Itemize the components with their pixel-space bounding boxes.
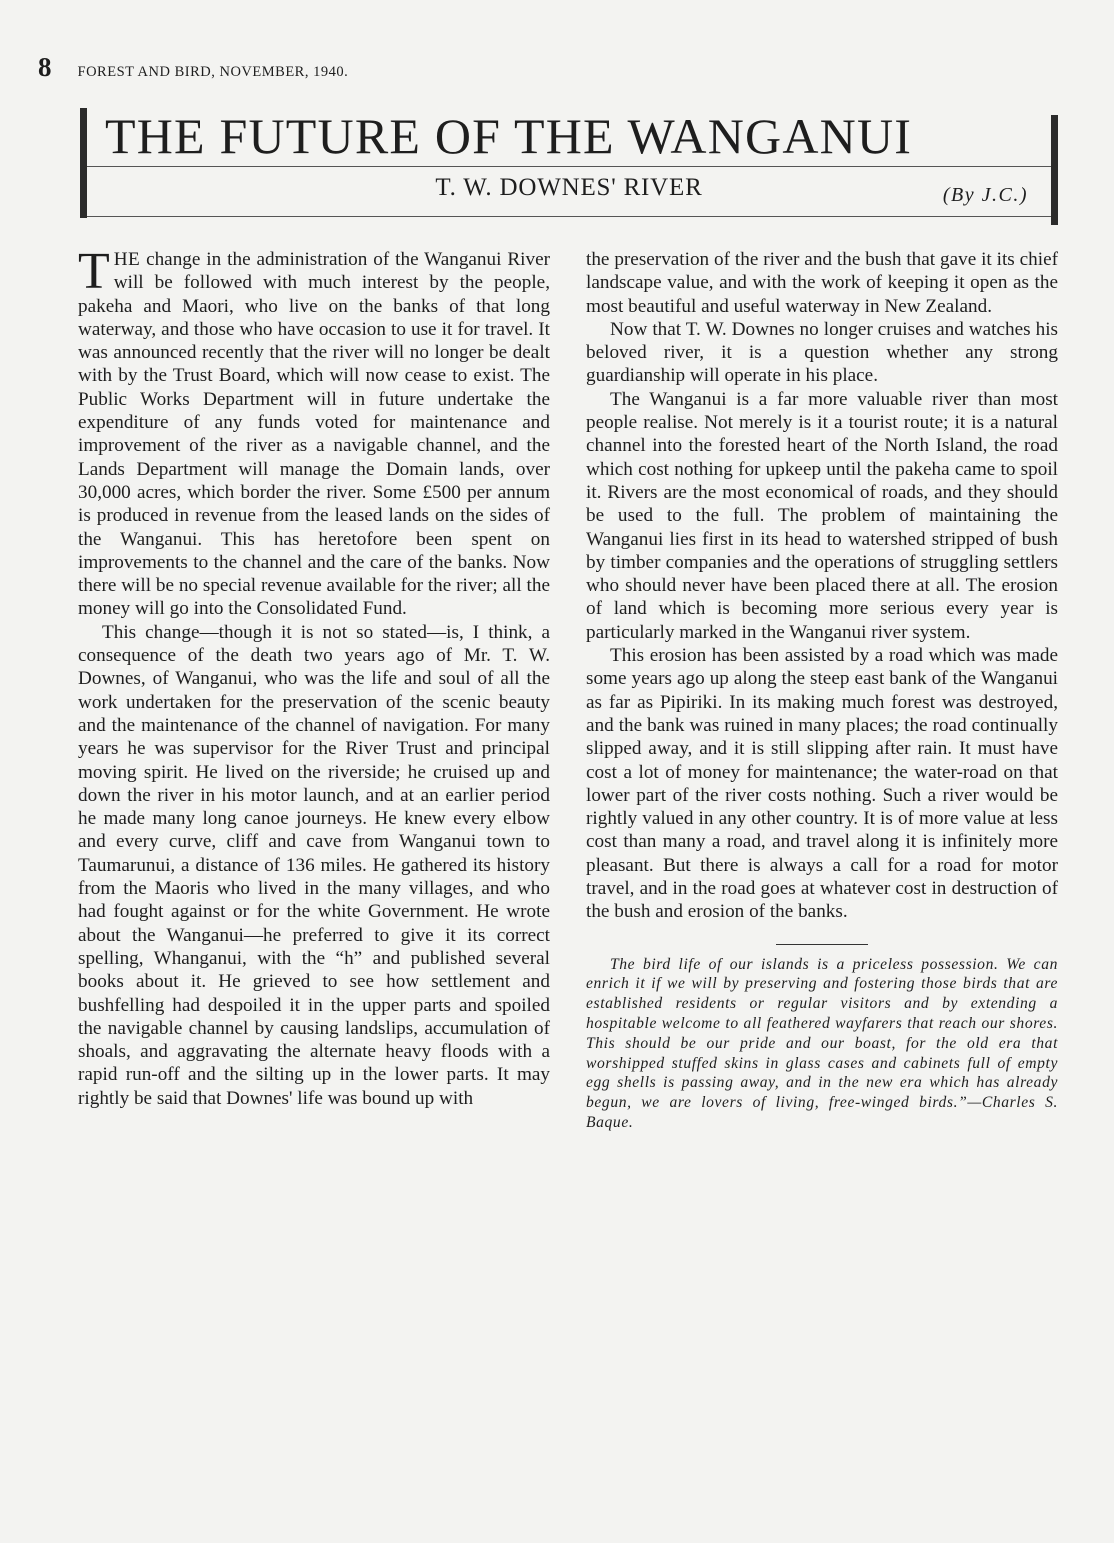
- title-frame: [80, 108, 1058, 220]
- bird-life-quote: The bird life of our islands is a priceless possession. We can enrich it if we will by preserving and fostering those birds that are established residents or regular visitors and by extending a hospitable welcome to all feathered wayfarers that reach our shores. This should be our pride and our boast, for the old era that worshipped stuffed skins in glass cases and cabinets full of empty egg shells is passing away, and in the new era which has already begun, we are lovers of living, free-winged birds.”—Charles S. Baque.: [586, 955, 1058, 1131]
- publication-line: FOREST AND BIRD, NOVEMBER, 1940.: [77, 64, 349, 80]
- paragraph: The Wanganui is a far more valuable river than most people realise. Not merely is it a tourist route; it is a natural channel into the forested heart of the North Island, the road which cost nothing for upkeep until the pakeha came to spoil it. Rivers are the most economical of roads, and they should be used to the full. The problem of maintaining the Wanganui lies first in its head to watershed stripped of bush by timber companies and the operations of struggling settlers who should never have been placed there at all. The erosion of land which is becoming more serious every year is particularly marked in the Wanganui river system.: [586, 388, 1058, 643]
- left-column: [78, 243, 550, 1110]
- paragraph: This erosion has been assisted by a road which was made some years ago up along the steep east bank of the Wanganui as far as Pipiriki. In its making much forest was destroyed, and the bank was ruined in many places; the road continually slipped away, and it is still slipping after rain. It must have cost a lot of money for maintenance; the water-road on that lower part of the river costs nothing. Such a river would be rightly valued in any other country. It is of more value at less cost than many a road, and travel along it is infinitely more pleasant. But there is always a call for a road for motor travel, and in the road goes at whatever cost in destruction of the bush and erosion of the banks.: [586, 645, 1058, 923]
- page-number: 8: [38, 52, 52, 82]
- paragraph: the preservation of the river and the bush that gave it its chief landscape value, and with the work of keeping it open as the most beautiful and useful waterway in New Zealand.: [586, 249, 1058, 317]
- subtitle-rule: [87, 216, 1051, 217]
- paragraph-text: change in the administration of the Wanganui River will be followed with much interest by the people, pakeha and Maori, who live on the banks of that long waterway, and those who have occasion to use it for travel. It was announced recently that the river will no longer be dealt with by the Trust Board, which will now cease to exist. The Public Works Department will in future undertake the expenditure of any funds voted for maintenance and improvement of the river as a navigable channel, and the Lands Department will manage the Domain lands, over 30,000 acres, which border the river. Some £500 per annum is produced in revenue from the leased lands on the sides of the Wanganui. This has heretofore been spent on improvements to the channel and the care of the banks. Now there will be no special revenue available for the river; all the money will go into the Consolidated Fund.: [78, 249, 550, 620]
- frame-bar-right: [1051, 115, 1058, 225]
- section-divider: [776, 944, 868, 945]
- running-head: [38, 52, 348, 83]
- paragraph: Now that T. W. Downes no longer cruises and watches his beloved river, it is a question whether any strong guardianship will operate in his place.: [586, 318, 1058, 387]
- title-rule: [87, 166, 1051, 167]
- article-subtitle: T. W. DOWNES' RIVER: [435, 174, 703, 201]
- drop-cap: T: [78, 243, 110, 300]
- paragraph: This change—though it is not so stated—is, I think, a consequence of the death two years ago of Mr. T. W. Downes, of Wanganui, who was the life and soul of all the work undertaken for the preservation of the scenic beauty and the maintenance of the channel of navigation. For many years he was supervisor for the River Trust and principal moving spirit. He lived on the riverside; he cruised up and down the river in his motor launch, and at an earlier period he made many long canoe journeys. He knew every elbow and every curve, cliff and cave from Wanganui town to Taumarunui, a distance of 136 miles. He gathered its history from the Maoris who lived in the many villages, and who had fought against or for the white Government. He wrote about the Wanganui—he preferred to give it its correct spelling, Whanganui, with the “h” and published several books about it. He grieved to see how settlement and bushfelling had despoiled it in the upper parts and spoiled the navigable channel by causing landslips, accumulation of shoals, and aggravating the alternate heavy floods with a rapid run-off and the silting up in the lower parts. It may rightly be said that Downes' life was bound up with: [78, 621, 550, 1109]
- paragraph: [78, 243, 550, 621]
- byline: (By J.C.): [942, 184, 1028, 206]
- right-column: [586, 248, 1058, 1133]
- drop-cap-rest: HE: [113, 249, 141, 270]
- article-title: THE FUTURE OF THE WANGANUI: [105, 108, 913, 164]
